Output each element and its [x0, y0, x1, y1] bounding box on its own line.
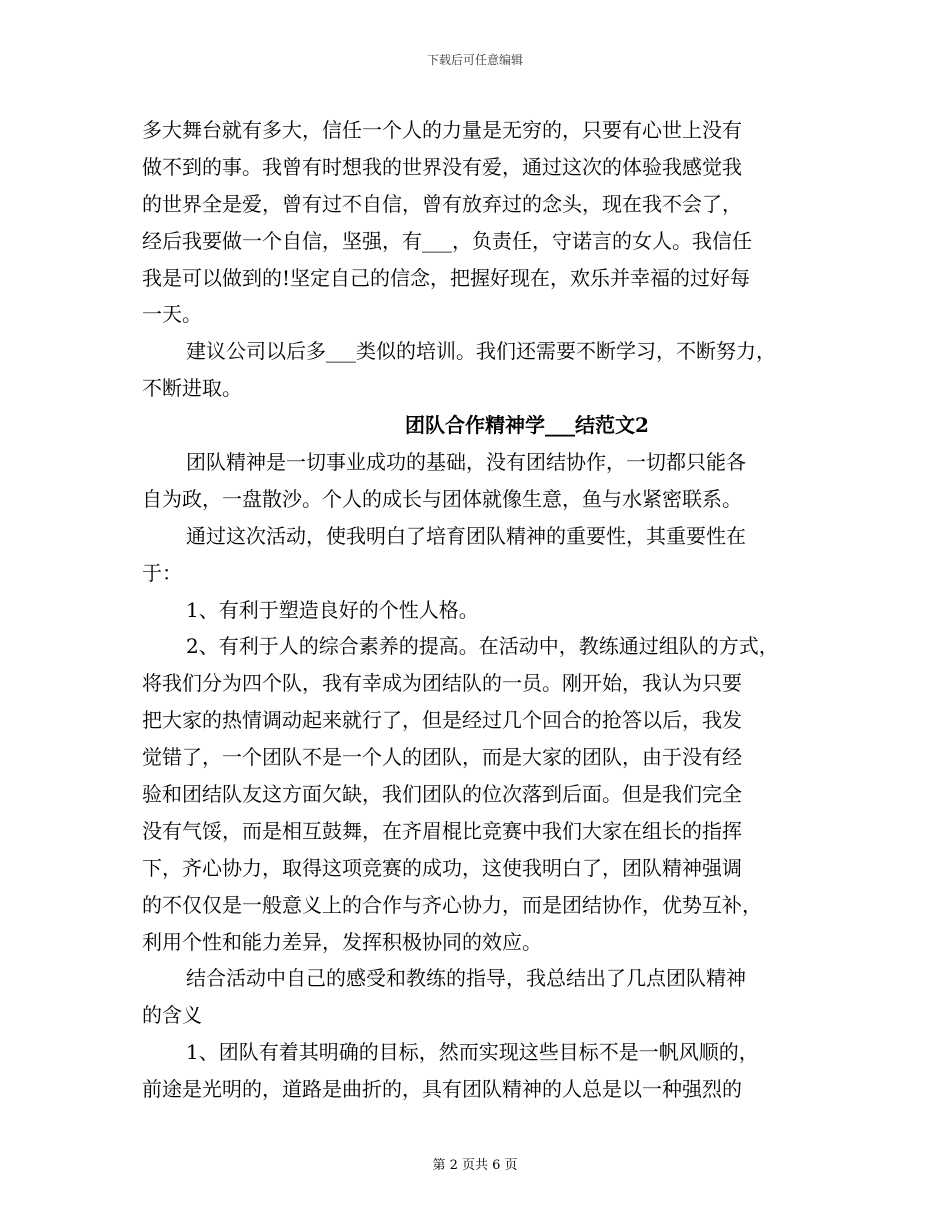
document-body: [142, 112, 832, 1108]
text-line: 通过这次活动，使我明白了培育团队精神的重要性，其重要性在: [186, 523, 746, 548]
text-line: 觉错了，一个团队不是一个人的团队，而是大家的团队，由于没有经: [142, 745, 742, 770]
text-line: 验和团结队友这方面欠缺，我们团队的位次落到后面。但是我们完全: [142, 782, 742, 807]
text-line: 1、有利于塑造良好的个性人格。: [186, 597, 479, 622]
text-line: 前途是光明的，道路是曲折的，具有团队精神的人总是以一种强烈的: [142, 1077, 742, 1102]
text-line: 的世界全是爱，曾有过不自信，曾有放弃过的念头，现在我不会了，: [142, 191, 742, 216]
text-line: 不断进取。: [142, 376, 242, 401]
text-line: 将我们分为四个队，我有幸成为团结队的一员。刚开始，我认为只要: [142, 671, 742, 696]
text-line: 做不到的事。我曾有时想我的世界没有爱，通过这次的体验我感觉我: [142, 154, 742, 179]
text-line: 把大家的热情调动起来就行了，但是经过几个回合的抢答以后，我发: [142, 708, 742, 733]
text-line: 的含义: [142, 1003, 202, 1028]
text-line: 经后我要做一个自信，坚强，有___，负责任，守诺言的女人。我信任: [142, 228, 752, 253]
text-line: 1、团队有着其明确的目标，然而实现这些目标不是一帆风顺的，: [186, 1040, 759, 1065]
text-line: 一天。: [142, 302, 202, 327]
text-line: 下，齐心协力，取得这项竞赛的成功，这使我明白了，团队精神强调: [142, 855, 742, 880]
text-line: 没有气馁，而是相互鼓舞，在齐眉棍比竞赛中我们大家在组长的指挥: [142, 818, 742, 843]
text-line: 多大舞台就有多大，信任一个人的力量是无穷的，只要有心世上没有: [142, 118, 742, 142]
text-line: 于：: [142, 560, 182, 585]
text-line: 建议公司以后多___类似的培训。我们还需要不断学习，不断努力，: [186, 339, 776, 364]
text-line: 我是可以做到的!坚定自己的信念，把握好现在，欢乐并幸福的过好每: [142, 265, 751, 290]
section-heading: 团队合作精神学___结范文2: [405, 413, 649, 438]
text-line: 自为政，一盘散沙。个人的成长与团体就像生意，鱼与水紧密联系。: [142, 486, 742, 511]
page-footer: 第 2 页共 6 页: [432, 1158, 518, 1173]
page-header: 下载后可任意编辑: [426, 53, 523, 67]
text-line: 的不仅仅是一般意义上的合作与齐心协力，而是团结协作，优势互补，: [142, 892, 762, 917]
text-line: 2、有利于人的综合素养的提高。在活动中，教练通过组队的方式，: [186, 634, 779, 659]
text-line: 利用个性和能力差异，发挥积极协同的效应。: [142, 929, 542, 954]
text-line: 结合活动中自己的感受和教练的指导，我总结出了几点团队精神: [186, 966, 746, 991]
text-line: 团队精神是一切事业成功的基础，没有团结协作，一切都只能各: [186, 450, 746, 475]
